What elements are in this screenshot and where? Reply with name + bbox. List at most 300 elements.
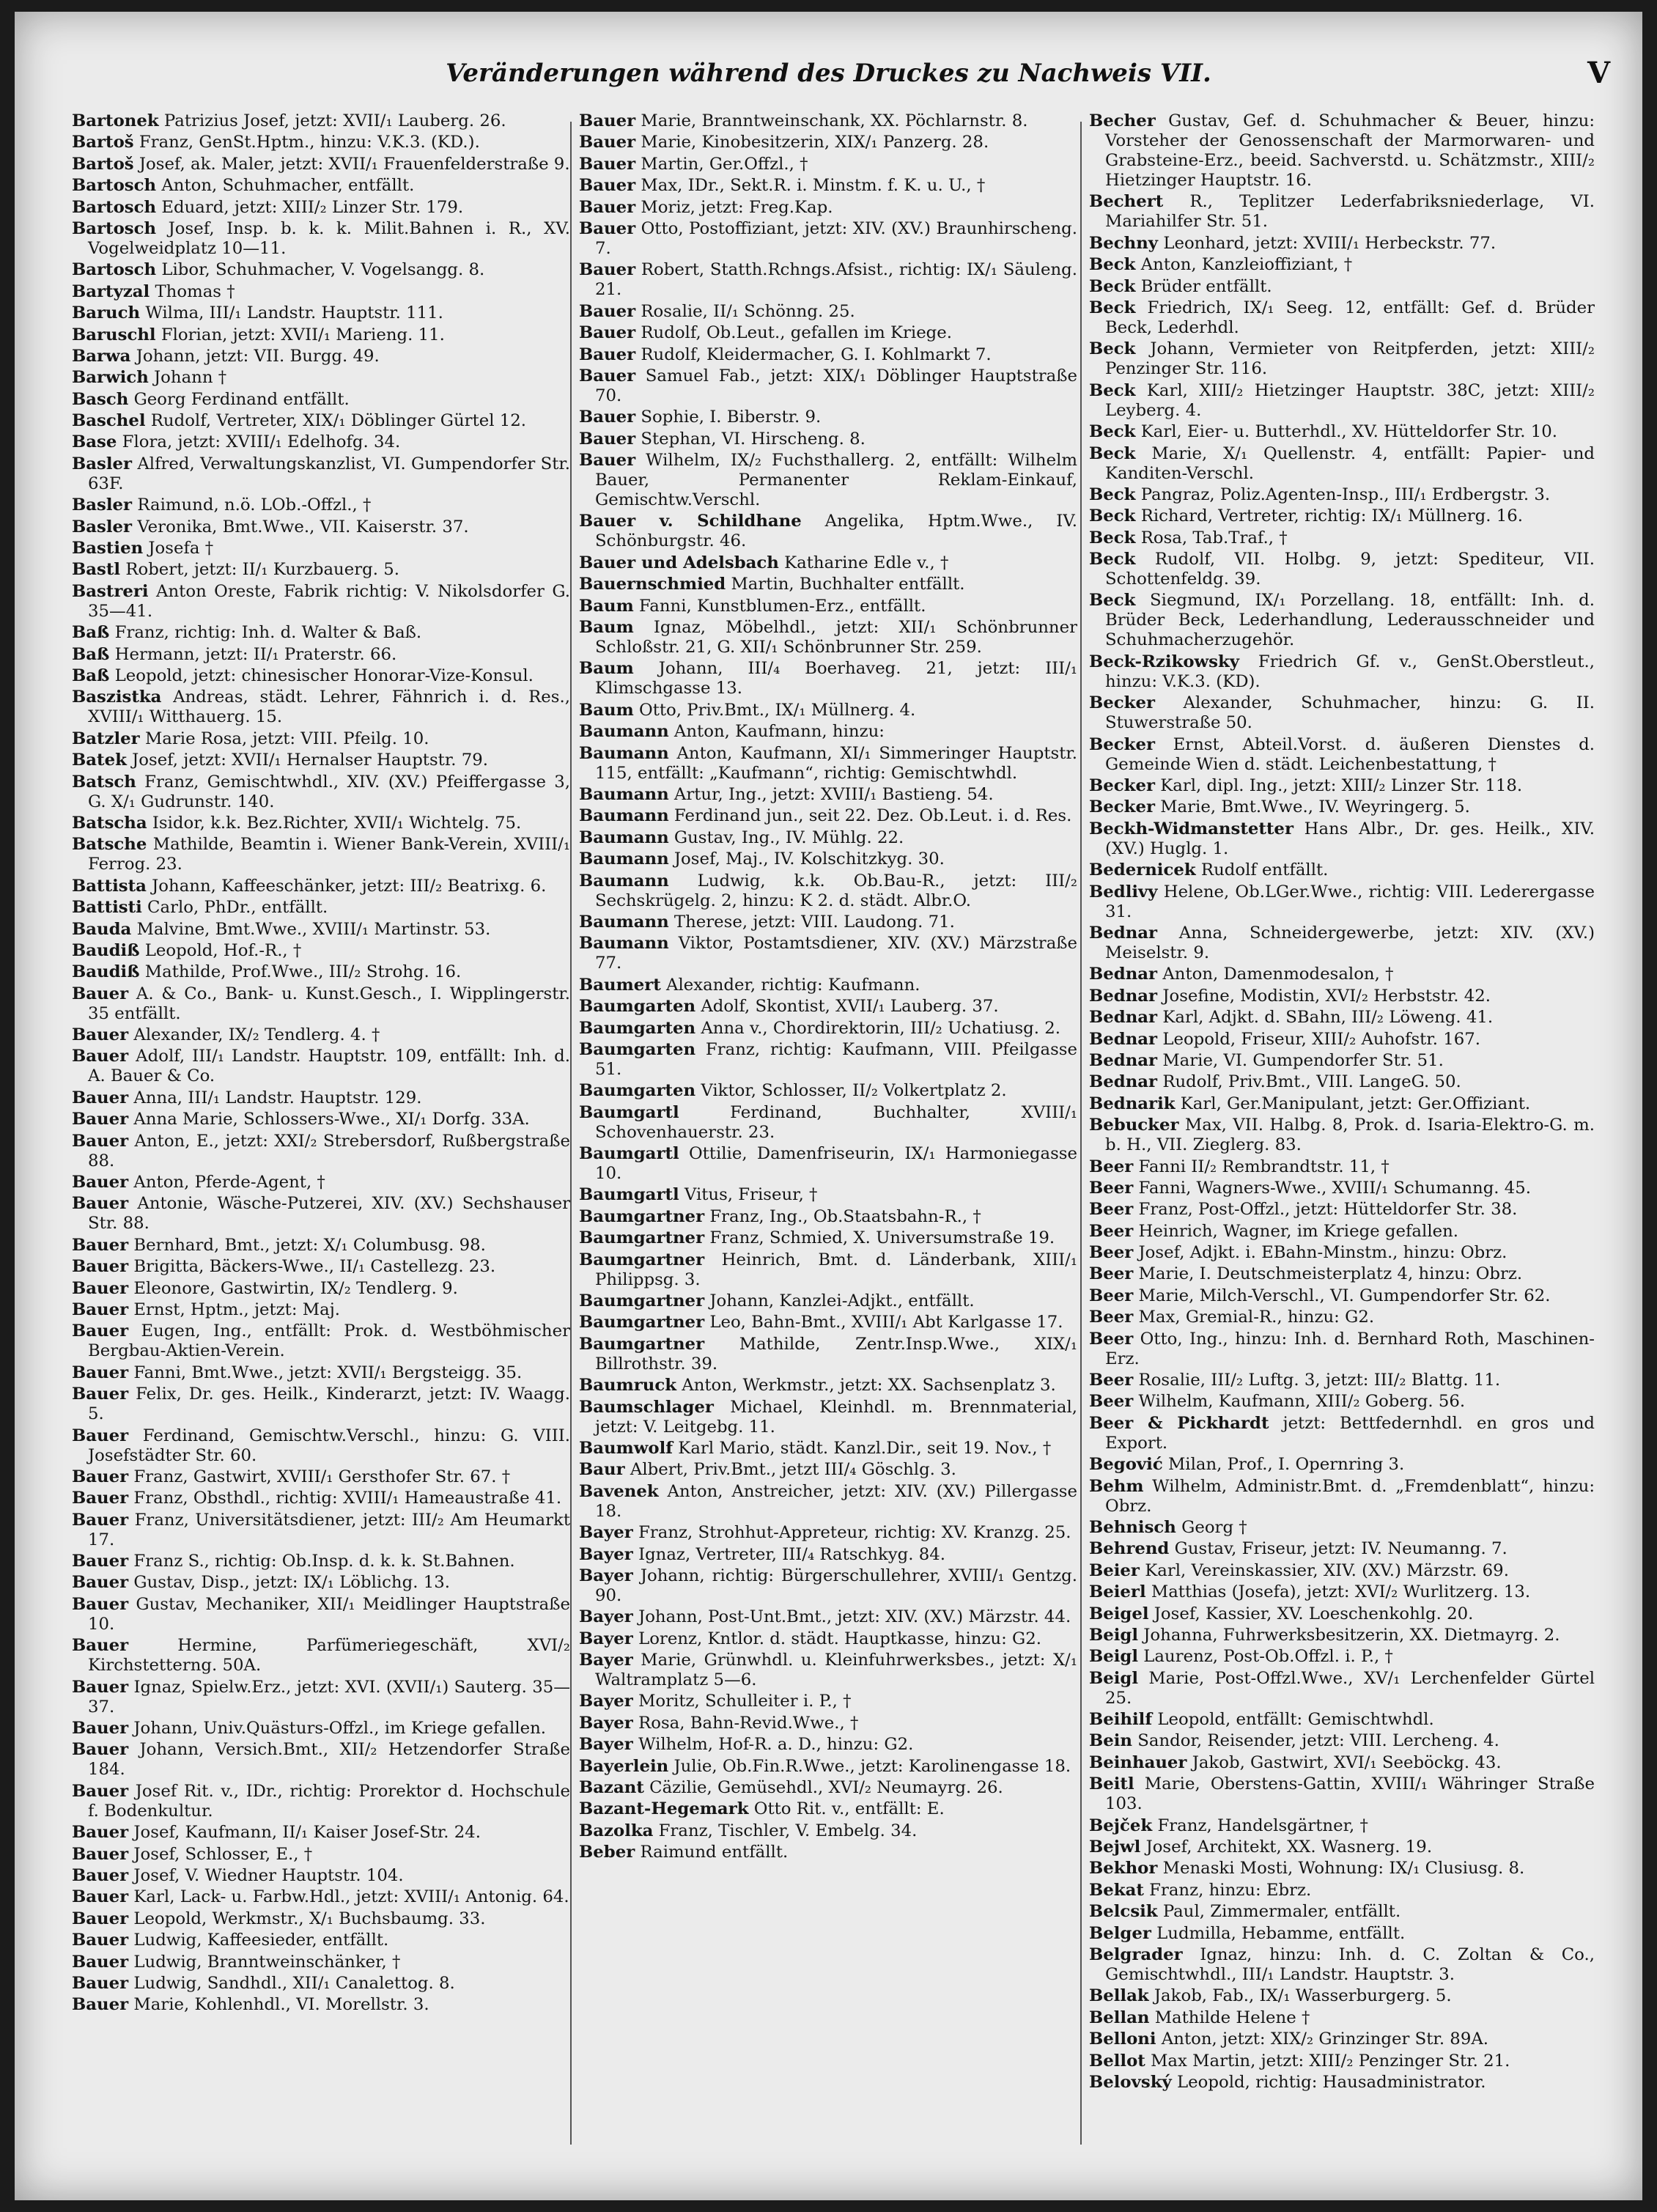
entry-name: Bauer xyxy=(72,1636,129,1656)
directory-entry xyxy=(1089,819,1595,859)
entry-text: Robert, jetzt: II/₁ Kurzbauerg. 5. xyxy=(125,560,399,580)
entry-name: Bechert xyxy=(1089,192,1164,212)
entry-name: Bedlivy xyxy=(1089,882,1158,902)
entry-text: Gustav, Mechaniker, XII/₁ Meidlinger Hauptstraße 10. xyxy=(88,1594,570,1634)
entry-name: Bauer xyxy=(72,1677,129,1697)
entry-text: Malvine, Bmt.Wwe., XVIII/₁ Martinstr. 53. xyxy=(136,919,491,939)
directory-entry xyxy=(579,1291,1077,1311)
entry-text: Fanni II/₂ Rembrandtstr. 11, † xyxy=(1138,1157,1390,1176)
column-divider xyxy=(570,122,572,2145)
entry-text: Matthias (Josefa), jetzt: XVI/₂ Wurlitzerg. 13. xyxy=(1151,1582,1531,1602)
directory-page xyxy=(15,12,1642,2200)
directory-entry xyxy=(579,1523,1077,1543)
entry-name: Baszistka xyxy=(72,687,162,707)
entry-name: Bauer xyxy=(72,1844,129,1864)
entry-name: Bauer xyxy=(72,1088,129,1107)
directory-entry xyxy=(1089,1859,1595,1879)
entry-name: Behm xyxy=(1089,1476,1144,1496)
entry-text: Johann, Kanzlei-Adjkt., entfällt. xyxy=(709,1291,975,1311)
entry-name: Begović xyxy=(1089,1455,1163,1475)
directory-entry xyxy=(72,1363,570,1383)
directory-entry xyxy=(1089,2073,1595,2093)
entry-name: Baumann xyxy=(579,827,669,847)
entry-text: Robert, Statth.Rchngs.Afsist., richtig: IX/₁ Säuleng. 21. xyxy=(595,260,1077,300)
entry-text: Anna Marie, Schlossers-Wwe., XI/₁ Dorfg. 33A. xyxy=(133,1110,530,1129)
entry-text: Hermine, Parfümeriegeschäft, XVI/₂ Kirchstetterng. 50A. xyxy=(88,1636,570,1675)
entry-name: Bauer xyxy=(72,1866,129,1885)
entry-text: Martin, Buchhalter entfällt. xyxy=(731,575,965,594)
directory-entry xyxy=(72,495,570,515)
entry-name: Basler xyxy=(72,517,133,537)
entry-name: Baumann xyxy=(579,871,669,891)
directory-entry xyxy=(72,1489,570,1508)
entry-text: Angelika, Hptm.Wwe., IV. Schönburgstr. 46. xyxy=(595,512,1077,551)
entry-text: Ignaz, Möbelhdl., jetzt: XII/₁ Schönbrunner Schloßstr. 21, G. XII/₁ Schönbrunner Str. 259. xyxy=(595,618,1077,657)
entry-text: Josef Rit. v., IDr., richtig: Prorektor d. Hochschule f. Bodenkultur. xyxy=(88,1781,570,1821)
directory-entry xyxy=(579,1081,1077,1101)
directory-entry xyxy=(1089,1008,1595,1028)
directory-entry xyxy=(1089,652,1595,692)
entry-name: Beck xyxy=(1089,550,1136,569)
entry-name: Bauer xyxy=(72,1552,129,1571)
directory-entry xyxy=(579,323,1077,343)
directory-entry xyxy=(72,1236,570,1256)
entry-text: Marie, Kohlenhdl., VI. Morellstr. 3. xyxy=(133,1995,429,2015)
directory-entry xyxy=(72,432,570,452)
directory-entry xyxy=(1089,422,1595,442)
entry-text: Josef, Insp. b. k. k. Milit.Bahnen i. R., XV. Vogelweidplatz 10—11. xyxy=(88,218,570,258)
entry-name: Bazant-Hegemark xyxy=(579,1799,749,1819)
entry-text: Marie, Bmt.Wwe., IV. Weyringerg. 5. xyxy=(1160,797,1470,817)
entry-name: Bauer xyxy=(72,1952,129,1972)
directory-entry xyxy=(72,1300,570,1320)
directory-entry xyxy=(1089,776,1595,796)
entry-name: Baumann xyxy=(579,934,669,954)
entry-text: Mathilde Helene † xyxy=(1154,2008,1310,2027)
entry-name: Baumgartl xyxy=(579,1144,679,1164)
entry-name: Bejwl xyxy=(1089,1837,1141,1857)
directory-entry xyxy=(579,1103,1077,1143)
entry-name: Baumgartl xyxy=(579,1102,679,1122)
entry-text: Gustav, Ing., IV. Mühlg. 22. xyxy=(673,827,904,847)
directory-entry xyxy=(72,539,570,558)
entry-name: Beer xyxy=(1089,1221,1134,1241)
entry-name: Baumgartner xyxy=(579,1228,705,1248)
entry-name: Bauer xyxy=(72,1573,129,1593)
entry-text: Raimund, n.ö. LOb.-Offzl., † xyxy=(137,495,372,515)
directory-entry xyxy=(72,1719,570,1739)
entry-text: Leopold, Hof.-R., † xyxy=(144,940,302,960)
entry-text: Brüder entfällt. xyxy=(1140,276,1272,296)
entry-text: Gustav, Gef. d. Schuhmacher & Beuer, hinzu: Vorsteher der Genossenschaft der Marmorwaren- und Grabsteine-Erz., beeid. Sachverstd. u. Schätzmstr., XIII/₂ Hietzinger Hauptstr. 16. xyxy=(1105,111,1595,190)
entry-text: Franz, richtig: Inh. d. Walter & Baß. xyxy=(114,623,422,643)
directory-entry xyxy=(579,1545,1077,1565)
directory-entry xyxy=(72,645,570,665)
directory-entry xyxy=(1089,192,1595,232)
entry-text: Carlo, PhDr., entfällt. xyxy=(147,898,328,918)
entry-name: Baumann xyxy=(579,722,669,742)
entry-text: Karl, XIII/₂ Hietzinger Hauptstr. 38C, jetzt: XIII/₂ Leyberg. 4. xyxy=(1105,380,1595,420)
entry-text: Franz, GenSt.Hptm., hinzu: V.K.3. (KD.). xyxy=(139,133,480,152)
entry-text: Otto, Ing., hinzu: Inh. d. Bernhard Roth, Maschinen-Erz. xyxy=(1105,1329,1595,1368)
entry-text: Josef, Maj., IV. Kolschitzkyg. 30. xyxy=(673,849,945,869)
entry-name: Bauer xyxy=(72,1299,129,1319)
entry-text: Andreas, städt. Lehrer, Fähnrich i. d. Res., XVIII/₁ Witthauerg. 15. xyxy=(88,687,570,727)
entry-name: Bastreri xyxy=(72,581,149,601)
entry-name: Bartosch xyxy=(72,197,157,217)
directory-entry xyxy=(1089,1455,1595,1475)
entry-text: Leonhard, jetzt: XVIII/₁ Herbeckstr. 77. xyxy=(1163,233,1497,253)
directory-entry xyxy=(72,1426,570,1466)
entry-name: Bauer xyxy=(72,1909,129,1928)
entry-name: Bartoš xyxy=(72,133,134,152)
entry-text: Johann, Kaffeeschänker, jetzt: III/₂ Beatrixg. 6. xyxy=(152,876,547,896)
entry-text: Marie, Branntweinschank, XX. Pöchlarnstr. 8. xyxy=(641,111,1028,130)
entry-text: Franz, Tischler, V. Embelg. 34. xyxy=(658,1821,918,1840)
entry-text: Viktor, Schlosser, II/₂ Volkertplatz 2. xyxy=(701,1081,1007,1101)
entry-name: Beihilf xyxy=(1089,1710,1153,1730)
entry-name: Bauer xyxy=(579,260,636,280)
entry-name: Baumert xyxy=(579,975,661,995)
directory-entry xyxy=(72,920,570,940)
entry-name: Becker xyxy=(1089,797,1155,817)
entry-text: Josef, Adjkt. i. EBahn-Minstm., hinzu: Obrz. xyxy=(1138,1243,1507,1263)
entry-text: Franz, Ing., Ob.Staatsbahn-R., † xyxy=(709,1206,981,1226)
entry-text: Fanni, Kunstblumen-Erz., entfällt. xyxy=(639,596,926,616)
directory-entry xyxy=(1089,277,1595,297)
entry-text: Anton, jetzt: XIX/₂ Grinzinger Str. 89A. xyxy=(1161,2029,1489,2049)
entry-text: Ottilie, Damenfriseurin, IX/₁ Harmoniegasse 10. xyxy=(595,1144,1077,1184)
entry-text: Rosa, Bahn-Revid.Wwe., † xyxy=(638,1713,859,1733)
entry-name: Baumann xyxy=(579,784,669,804)
entry-text: Ferdinand jun., seit 22. Dez. Ob.Leut. i. d. Res. xyxy=(673,806,1072,826)
directory-entry xyxy=(1089,1051,1595,1071)
entry-name: Behrend xyxy=(1089,1539,1170,1559)
directory-entry xyxy=(72,1595,570,1634)
entry-name: Beck-Rzikowsky xyxy=(1089,652,1240,671)
page-header: Veränderungen während des Druckes zu Nachweis VII. xyxy=(446,59,1211,88)
directory-entry xyxy=(1089,965,1595,984)
entry-text: Artur, Ing., jetzt: XVIII/₁ Bastieng. 54. xyxy=(673,784,994,804)
entry-text: Marie, Oberstens-Gattin, XVIII/₁ Währinger Straße 103. xyxy=(1105,1774,1595,1814)
directory-entry xyxy=(579,575,1077,594)
entry-name: Bauer xyxy=(72,1995,129,2015)
entry-text: Josef, V. Wiedner Hauptstr. 104. xyxy=(133,1866,404,1885)
entry-name: Batek xyxy=(72,751,127,770)
entry-text: Franz, Universitätsdiener, jetzt: III/₂ Am Heumarkt 17. xyxy=(88,1510,570,1549)
entry-text: Franz, Schmied, X. Universumstraße 19. xyxy=(709,1228,1055,1248)
directory-entry xyxy=(579,1692,1077,1711)
entry-text: Flora, jetzt: XVIII/₁ Edelhofg. 34. xyxy=(122,432,401,452)
entry-text: Leopold, richtig: Hausadministrator. xyxy=(1177,2072,1486,2092)
entry-name: Baruch xyxy=(72,303,141,323)
entry-name: Beer xyxy=(1089,1329,1134,1349)
directory-entry xyxy=(72,111,570,131)
entry-text: Franz, Gemischtwhdl., XIV. (XV.) Pfeiffergasse 3, G. X/₁ Gudrunstr. 140. xyxy=(88,772,570,811)
entry-name: Bauer xyxy=(72,1025,129,1045)
entry-name: Bayer xyxy=(579,1692,633,1711)
entry-name: Batzler xyxy=(72,729,140,748)
directory-entry xyxy=(72,814,570,833)
directory-entry xyxy=(1089,1902,1595,1922)
entry-text: Mathilde, Zentr.Insp.Wwe., XIX/₁ Billrothstr. 39. xyxy=(595,1334,1077,1374)
directory-entry xyxy=(1089,1308,1595,1327)
directory-entry xyxy=(1089,339,1595,379)
entry-text: Rudolf, Ob.Leut., gefallen im Kriege. xyxy=(641,323,953,343)
entry-text: Richard, Vertreter, richtig: IX/₁ Müllnerg. 16. xyxy=(1140,506,1523,526)
entry-text: Ferdinand, Gemischtw.Verschl., hinzu: G. VIII. Josefstädter Str. 60. xyxy=(88,1426,570,1465)
entry-text: Johann, Versich.Bmt., XII/₂ Hetzendorfer Straße 184. xyxy=(88,1740,570,1780)
entry-name: Bartosch xyxy=(72,176,157,196)
entry-name: Beckh-Widmanstetter xyxy=(1089,819,1294,838)
entry-text: Anton, Damenmodesalon, † xyxy=(1162,965,1394,984)
directory-entry xyxy=(72,155,570,174)
entry-name: Beigl xyxy=(1089,1668,1139,1688)
directory-entry xyxy=(72,282,570,302)
entry-text: Marie, I. Deutschmeisterplatz 4, hinzu: Obrz. xyxy=(1138,1264,1523,1284)
directory-entry xyxy=(72,1257,570,1277)
entry-name: Bauer xyxy=(72,1931,129,1950)
directory-entry xyxy=(1089,1264,1595,1284)
directory-entry xyxy=(72,729,570,749)
directory-entry xyxy=(72,1552,570,1571)
entry-name: Baumann xyxy=(579,912,669,932)
directory-entry xyxy=(72,368,570,388)
entry-name: Bauer xyxy=(72,1173,129,1192)
entry-text: Franz, Obsthdl., richtig: XVIII/₁ Hameaustraße 41. xyxy=(133,1489,562,1508)
entry-name: Beer xyxy=(1089,1243,1134,1263)
directory-entry xyxy=(1089,1179,1595,1198)
directory-entry xyxy=(579,1566,1077,1606)
entry-name: Bayer xyxy=(579,1523,633,1543)
directory-entry xyxy=(1089,2029,1595,2049)
entry-text: Franz, hinzu: Ebrz. xyxy=(1149,1880,1312,1900)
entry-name: Becker xyxy=(1089,776,1155,796)
directory-entry xyxy=(1089,1222,1595,1242)
entry-name: Belgrader xyxy=(1089,1945,1183,1964)
directory-entry xyxy=(72,751,570,770)
entry-name: Bauer xyxy=(72,1278,129,1298)
entry-name: Bayer xyxy=(579,1629,633,1648)
entry-text: Bernhard, Bmt., jetzt: X/₁ Columbusg. 98. xyxy=(133,1235,486,1255)
entry-name: Bauer xyxy=(72,1887,129,1907)
entry-name: Bauer xyxy=(72,1510,129,1530)
entry-text: Michael, Kleinhdl. m. Brennmaterial, jetzt: V. Leitgebg. 11. xyxy=(595,1397,1077,1437)
directory-entry xyxy=(579,701,1077,720)
entry-text: Leopold, Friseur, XIII/₂ Auhofstr. 167. xyxy=(1162,1029,1480,1049)
entry-text: Gustav, Friseur, jetzt: IV. Neumanng. 7. xyxy=(1174,1539,1507,1559)
directory-entry xyxy=(72,1173,570,1192)
entry-name: Baum xyxy=(579,618,634,638)
directory-entry xyxy=(1089,1157,1595,1177)
entry-name: Beck xyxy=(1089,255,1136,275)
entry-text: Laurenz, Post-Ob.Offzl. i. P., † xyxy=(1143,1647,1393,1667)
directory-entry xyxy=(72,390,570,410)
directory-entry xyxy=(72,687,570,727)
entry-text: Otto, Postoffiziant, jetzt: XIV. (XV.) Braunhirscheng. 7. xyxy=(595,218,1077,258)
entry-text: Sandor, Reisender, jetzt: VIII. Lercheng. 4. xyxy=(1137,1731,1499,1751)
entry-name: Baumann xyxy=(579,806,669,826)
directory-entry xyxy=(1089,693,1595,733)
entry-name: Bekhor xyxy=(1089,1859,1158,1879)
entry-text: Raimund entfällt. xyxy=(640,1843,789,1862)
entry-name: Beer xyxy=(1089,1178,1134,1198)
entry-name: Baumann xyxy=(579,849,669,869)
entry-text: Leo, Bahn-Bmt., XVIII/₁ Abt Karlgasse 17. xyxy=(709,1313,1063,1332)
directory-entry xyxy=(72,1909,570,1929)
entry-text: Anna, III/₁ Landstr. Hauptstr. 129. xyxy=(133,1088,422,1107)
entry-name: Bauer xyxy=(579,429,636,449)
column-3 xyxy=(1089,111,1595,2164)
entry-name: Bauer xyxy=(72,1363,129,1382)
directory-entry xyxy=(1089,1072,1595,1092)
directory-entry xyxy=(1089,1414,1595,1453)
entry-name: Bauer xyxy=(579,154,636,174)
directory-entry xyxy=(1089,1626,1595,1645)
directory-entry xyxy=(1089,234,1595,254)
entry-name: Bejček xyxy=(1089,1815,1153,1835)
directory-entry xyxy=(579,1439,1077,1459)
entry-name: Baruschl xyxy=(72,325,156,344)
entry-name: Bauda xyxy=(72,919,132,939)
entry-name: Bauer xyxy=(72,1235,129,1255)
entry-name: Bauer xyxy=(579,323,636,343)
entry-name: Bellot xyxy=(1089,2051,1145,2071)
entry-text: Anna v., Chordirektorin, III/₂ Uchatiusg. 2. xyxy=(701,1018,1060,1038)
directory-entry xyxy=(579,1607,1077,1627)
entry-name: Bauer xyxy=(579,344,636,364)
directory-entry xyxy=(1089,2008,1595,2028)
entry-name: Baumwolf xyxy=(579,1438,673,1458)
directory-entry xyxy=(579,1019,1077,1039)
entry-text: Stephan, VI. Hirscheng. 8. xyxy=(641,429,866,449)
entry-text: Josef, Architekt, XX. Wasnerg. 19. xyxy=(1145,1837,1433,1857)
entry-text: Wilhelm, IX/₂ Fuchsthallerg. 2, entfällt: Wilhelm Bauer, Permanenter Reklam-Einkauf, Gemischtw.Verschl. xyxy=(595,451,1077,510)
directory-entry xyxy=(579,430,1077,449)
directory-entry xyxy=(72,835,570,874)
entry-name: Baum xyxy=(579,700,634,720)
entry-name: Bauer xyxy=(72,1426,129,1445)
directory-entry xyxy=(1089,923,1595,963)
entry-text: Max, Gremial-R., hinzu: G2. xyxy=(1138,1308,1375,1327)
entry-name: Bauer xyxy=(72,1781,129,1801)
directory-entry xyxy=(1089,506,1595,526)
entry-text: Josef, Kaufmann, II/₁ Kaiser Josef-Str. 24. xyxy=(133,1823,481,1843)
entry-name: Beitl xyxy=(1089,1774,1134,1794)
entry-name: Beck xyxy=(1089,528,1136,548)
directory-entry xyxy=(72,1321,570,1361)
entry-text: Samuel Fab., jetzt: XIX/₁ Döblinger Hauptstraße 70. xyxy=(595,366,1077,405)
directory-entry xyxy=(579,512,1077,551)
directory-entry xyxy=(1089,1477,1595,1516)
directory-entry xyxy=(1089,1392,1595,1412)
entry-text: Mathilde, Beamtin i. Wiener Bank-Verein, XVIII/₁ Ferrog. 23. xyxy=(88,835,570,874)
entry-name: Bein xyxy=(1089,1731,1133,1751)
directory-entry xyxy=(1089,882,1595,922)
directory-entry xyxy=(579,1843,1077,1862)
entry-name: Baß xyxy=(72,623,110,643)
directory-entry xyxy=(579,302,1077,322)
entry-text: Rudolf, Priv.Bmt., VIII. LangeG. 50. xyxy=(1162,1072,1461,1092)
entry-text: Johann, Univ.Quästurs-Offzl., im Kriege gefallen. xyxy=(133,1719,547,1739)
entry-name: Belcsik xyxy=(1089,1902,1158,1922)
entry-text: Marie, Milch-Verschl., VI. Gumpendorfer Str. 62. xyxy=(1138,1286,1551,1305)
entry-text: Menaski Mosti, Wohnung: IX/₁ Clusiusg. 8. xyxy=(1162,1859,1525,1879)
directory-entry xyxy=(579,1207,1077,1227)
entry-name: Beck xyxy=(1089,443,1136,463)
directory-entry xyxy=(1089,1330,1595,1369)
entry-name: Bauer xyxy=(579,218,636,238)
entry-name: Baum xyxy=(579,659,634,679)
entry-name: Beck xyxy=(1089,276,1136,296)
directory-entry xyxy=(1089,1582,1595,1602)
directory-entry xyxy=(1089,1753,1595,1773)
directory-entry xyxy=(72,411,570,431)
entry-name: Beer xyxy=(1089,1200,1134,1220)
entry-text: Helene, Ob.LGer.Wwe., richtig: VIII. Lederergasse 31. xyxy=(1105,882,1595,921)
entry-text: Lorenz, Kntlor. d. städt. Hauptkasse, hinzu: G2. xyxy=(638,1629,1041,1648)
entry-name: Beigl xyxy=(1089,1647,1139,1667)
entry-name: Beer & Pickhardt xyxy=(1089,1413,1269,1433)
entry-text: Heinrich, Wagner, im Kriege gefallen. xyxy=(1138,1221,1459,1241)
directory-entry xyxy=(579,219,1077,259)
directory-entry xyxy=(1089,591,1595,650)
entry-name: Bauer xyxy=(72,1257,129,1277)
entry-name: Belloni xyxy=(1089,2029,1156,2049)
entry-text: Karl, Adjkt. d. SBahn, III/₂ Löweng. 41. xyxy=(1162,1008,1494,1028)
directory-entry xyxy=(1089,987,1595,1006)
entry-name: Baschel xyxy=(72,411,146,431)
entry-name: Bastien xyxy=(72,539,144,558)
directory-entry xyxy=(1089,797,1595,817)
entry-name: Baumgartner xyxy=(579,1206,705,1226)
directory-entry xyxy=(579,1185,1077,1205)
directory-entry xyxy=(72,773,570,812)
directory-entry xyxy=(579,1482,1077,1522)
entry-text: Leopold, Werkmstr., X/₁ Buchsbaumg. 33. xyxy=(133,1909,486,1928)
directory-entry xyxy=(72,877,570,896)
entry-name: Bayer xyxy=(579,1713,633,1733)
directory-entry xyxy=(579,722,1077,742)
entry-name: Baumruck xyxy=(579,1376,676,1396)
directory-entry xyxy=(72,1025,570,1045)
entry-name: Bayer xyxy=(579,1651,633,1670)
entry-text: Siegmund, IX/₁ Porzellang. 18, entfällt: Inh. d. Brüder Beck, Lederhandlung, Lederausschneider und Schuhmacherzugehör. xyxy=(1105,591,1595,650)
entry-text: Therese, jetzt: VIII. Laudong. 71. xyxy=(673,912,955,932)
entry-text: Eleonore, Gastwirtin, IX/₂ Tendlerg. 9. xyxy=(133,1278,458,1298)
entry-text: Marie, VI. Gumpendorfer Str. 51. xyxy=(1162,1050,1444,1070)
entry-text: Anton, Werkmstr., jetzt: XX. Sachsenplatz 3. xyxy=(682,1376,1056,1396)
directory-entry xyxy=(579,1757,1077,1777)
directory-entry xyxy=(579,1778,1077,1798)
directory-entry xyxy=(72,1953,570,1972)
directory-entry xyxy=(72,454,570,494)
entry-name: Battisti xyxy=(72,898,142,918)
entry-name: Belger xyxy=(1089,1923,1151,1943)
directory-entry xyxy=(579,1250,1077,1290)
entry-name: Bednar xyxy=(1089,923,1158,943)
directory-entry xyxy=(1089,860,1595,880)
directory-entry xyxy=(579,345,1077,365)
directory-entry xyxy=(579,934,1077,973)
directory-entry xyxy=(72,1385,570,1424)
entry-name: Bauer xyxy=(579,197,636,217)
entry-name: Behnisch xyxy=(1089,1517,1176,1537)
entry-text: Ludwig, Sandhdl., XII/₁ Canalettog. 8. xyxy=(133,1973,455,1993)
entry-name: Bauer und Adelsbach xyxy=(579,553,779,572)
directory-entry xyxy=(579,913,1077,932)
entry-name: Base xyxy=(72,432,117,452)
